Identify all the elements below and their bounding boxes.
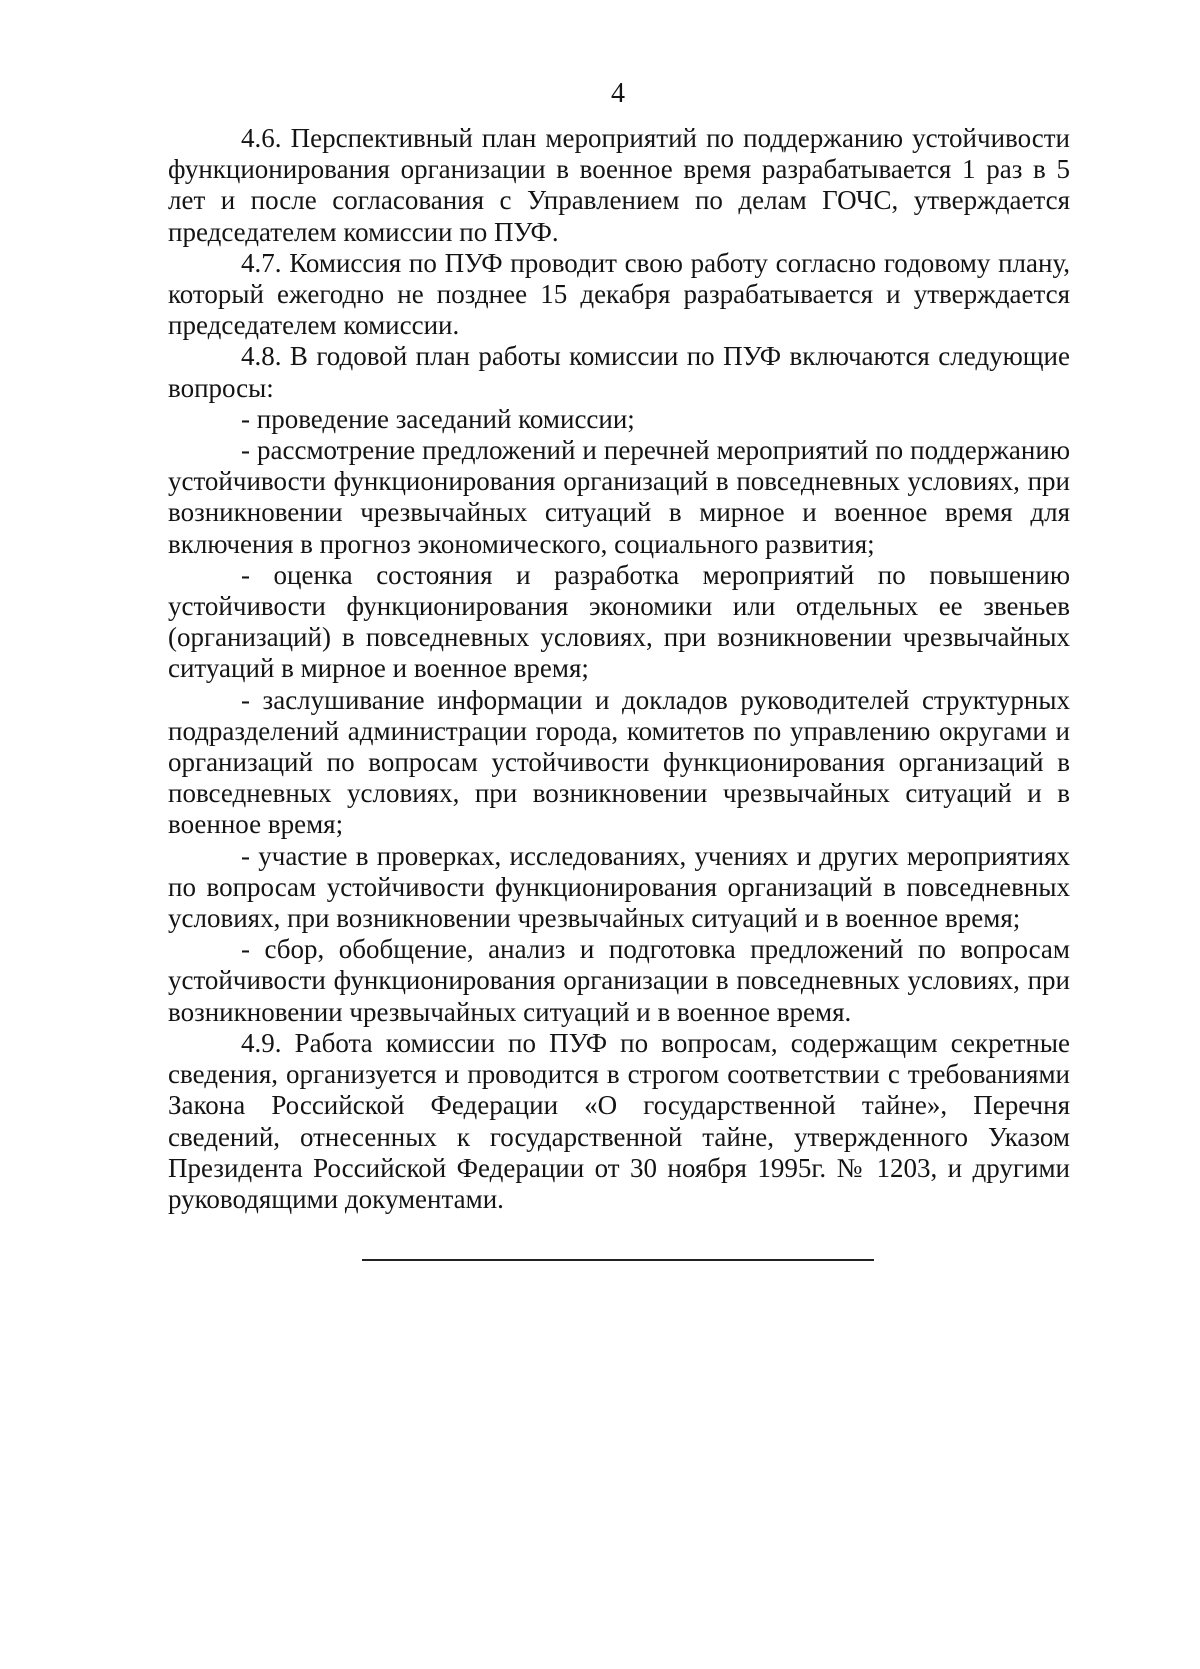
list-item-proposals-review: - рассмотрение предложений и перечней мероприятий по поддержанию устойчивости функционирования организаций в повседневных условиях, при возникновении чрезвычайных ситуаций в мирное и военное время для включения в прогноз экономического, социального развития;: [168, 435, 1070, 559]
paragraph-4-6: 4.6. Перспективный план мероприятий по поддержанию устойчивости функционирования организации в военное время разрабатывается 1 раз в 5 лет и после согласования с Управлением по делам ГОЧС, утверждается председателем комиссии по ПУФ.: [168, 123, 1070, 247]
list-item-assessment: - оценка состояния и разработка мероприятий по повышению устойчивости функционирования экономики или отдельных ее звеньев (организаций) в повседневных условиях, при возникновении чрезвычайных ситуаций в мирное и военное время;: [168, 559, 1070, 684]
paragraph-4-9: 4.9. Работа комиссии по ПУФ по вопросам, содержащим секретные сведения, организуется и проводится в строгом соответствии с требованиями Закона Российской Федерации «О государственной тайне», Перечня сведений, отнесенных к государственной тайне, утвержденного Указом Президента Российской Федерации от 30 ноября 1995г. № 1203, и другими руководящими документами.: [168, 1027, 1070, 1214]
list-item-analysis: - сбор, обобщение, анализ и подготовка предложений по вопросам устойчивости функционирования организации в повседневных условиях, при возникновении чрезвычайных ситуаций и в военное время.: [168, 934, 1070, 1027]
list-item-meetings: - проведение заседаний комиссии;: [241, 403, 635, 434]
closing-divider: [362, 1259, 874, 1261]
document-body: [168, 123, 1070, 1215]
page-number: 4: [611, 78, 625, 109]
list-item-participation: - участие в проверках, исследованиях, учениях и других мероприятиях по вопросам устойчивости функционирования организаций в повседневных условиях, при возникновении чрезвычайных ситуаций и в военное время;: [168, 840, 1070, 934]
paragraph-4-7: 4.7. Комиссия по ПУФ проводит свою работу согласно годовому плану, который ежегодно не позднее 15 декабря разрабатывается и утверждается председателем комиссии.: [168, 247, 1070, 341]
paragraph-4-8: 4.8. В годовой план работы комиссии по ПУФ включаются следующие вопросы:: [168, 341, 1070, 403]
list-item-reports: - заслушивание информации и докладов руководителей структурных подразделений администрации города, комитетов по управлению округами и организаций по вопросам устойчивости функционирования организаций в повседневных условиях, при возникновении чрезвычайных ситуаций и в военное время;: [168, 684, 1070, 840]
